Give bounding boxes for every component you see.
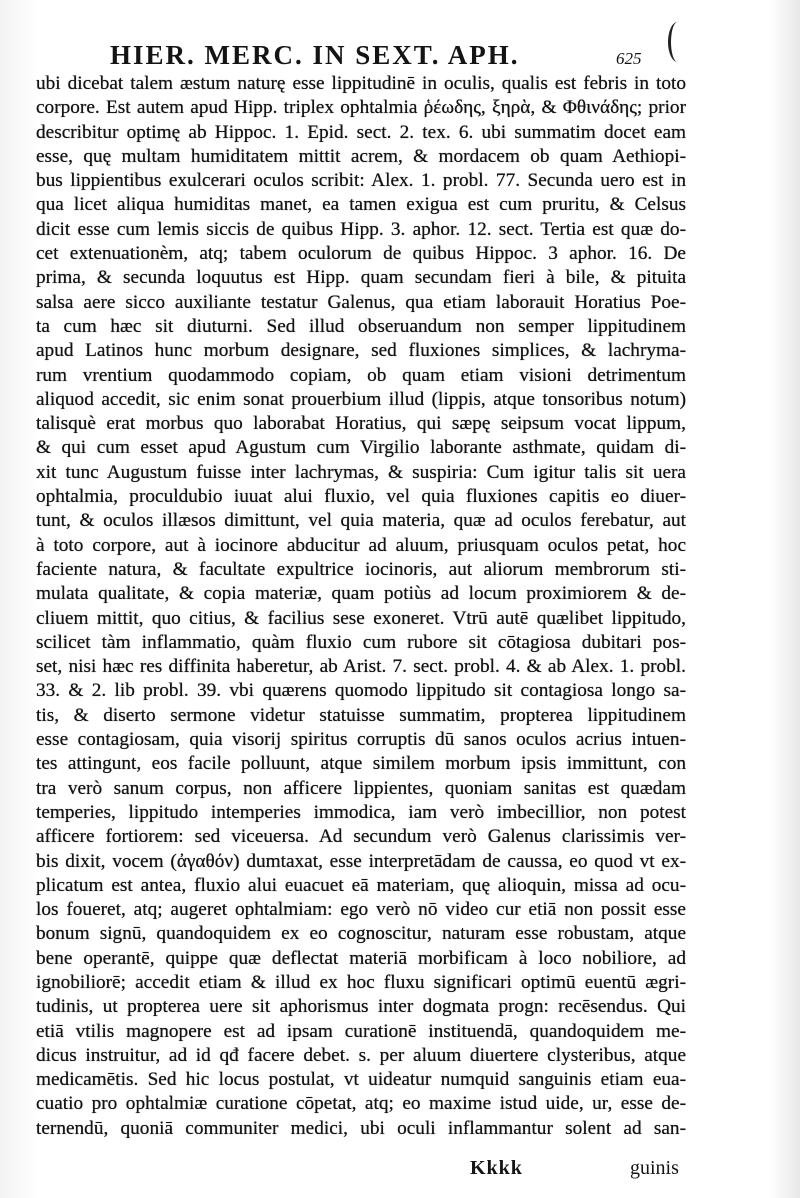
text-line: 33. & 2. lib probl. 39. vbi quærens quomodo lippitudo sit contagiosa longo sa- (36, 680, 686, 702)
text-line: tudinis, ut propterea uere sit aphorismus inter dogmata progn: recēsendus. Qui (36, 996, 686, 1018)
text-line: afficere fortiorem: sed viceuersa. Ad secundum verò Galenus clarissimis ver- (36, 826, 686, 848)
text-line: qua licet aliqua humiditas manet, ea tamen exigua est cum pruritu, & Celsus (36, 194, 686, 216)
text-line: faciente natura, & facultate expultrice iocinoris, aut aliorum membrorum sti- (36, 558, 686, 580)
body-text (36, 72, 686, 1141)
text-line: cet extenuationèm, atq; tabem oculorum de quibus Hippoc. 3 aphor. 16. De (36, 243, 686, 265)
text-line: dicus instruitur, ad id qđ facere debet. s. per aluum diuertere clysteribus, atque (36, 1044, 686, 1066)
text-line: bus lippientibus exulcerari oculos scribit: Alex. 1. probl. 77. Secunda uero est in (36, 170, 686, 192)
text-line: cliuem mittit, quo citius, & facilius sese exoneret. Vtrū autē quælibet lippitudo, (36, 607, 686, 629)
text-line: & qui cum esset apud Agustum cum Virgilio laborante asthmate, quidam di- (36, 437, 686, 459)
text-line: ta cum hæc sit diuturni. Sed illud obseruandum non semper lippitudinem (36, 315, 686, 337)
text-line: tes attingunt, eos facile polluunt, atque similem morbum ipsis immittunt, con (36, 753, 686, 775)
text-line: aliquod accedit, sic enim sonat prouerbium illud (lippis, atque tonsoribus notum) (36, 388, 686, 410)
text-line: à toto corpore, aut à iocinore abducitur ad aluum, priusquam oculos petat, hoc (36, 534, 686, 556)
text-line: ubi dicebat talem æstum naturę esse lippitudinē in oculis, qualis est febris in toto (36, 73, 686, 94)
text-line: describitur optimę ab Hippoc. 1. Epid. sect. 2. tex. 6. ubi summatim docet eam (36, 121, 686, 143)
text-line: xit tunc Augustum fuisse inter lachrymas, & suspiria: Cum igitur talis sit uera (36, 461, 686, 483)
text-line: etiā vtilis magnopere est ad ipsam curationē instituendā, quandoquidem me- (36, 1020, 686, 1042)
text-line: bonum signū, quandoquidem ex eo cognoscitur, naturam esse robustam, atque (36, 923, 686, 945)
text-line: esse, quę multam humiditatem mittit acrem, & mordacem ob quam Aethiopi- (36, 145, 686, 167)
text-line: tunt, & oculos illæsos dimittunt, vel quia materia, quæ ad oculos ferebatur, aut (36, 510, 686, 532)
text-line: ophtalmia, proculdubio iuuat alui fluxio, vel quia fluxiones capitis eo diuer- (36, 486, 686, 508)
text-line: corpore. Est autem apud Hipp. triplex ophtalmia ῥέωδης, ξηρὰ, & Φθινάδης; prior (36, 97, 686, 119)
text-line: scilicet tàm inflammatio, quàm fluxio cum rubore sit cōtagiosa dubitari pos- (36, 631, 686, 653)
signature-mark: Kkkk (470, 1157, 523, 1179)
text-line: prima, & secunda loquutus est Hipp. quam secundam fieri à bile, & pituita (36, 267, 686, 289)
text-line: tra verò sanum corpus, non afficere lippientes, quoniam sanitas est quædam (36, 777, 686, 799)
text-line: esse contagiosam, quia visorij spiritus corruptis dū sanos oculos acrius intuen- (36, 729, 686, 751)
text-line: cuatio pro ophtalmiæ curatione cōpetat, atq; eo maxime istud uide, ur, esse de- (36, 1093, 686, 1115)
text-line: plicatum est antea, fluxio alui euacuet eā materiam, quę alioquin, missa ad ocu- (36, 874, 686, 896)
text-line: ternendū, quoniā communiter medici, ubi oculi inflammantur solent ad san- (36, 1117, 686, 1139)
text-line: mulata qualitate, & copia materiæ, quam potiùs ad locum proximiorem & de- (36, 583, 686, 605)
text-line: dicit esse cum lemis siccis de quibus Hipp. 3. aphor. 12. sect. Tertia est quæ do- (36, 218, 686, 240)
text-line: apud Latinos hunc morbum designare, sed fluxiones simplices, & lachryma- (36, 340, 686, 362)
text-line: rum vrentium quodammodo copiam, ob quam etiam visioni detrimentum (36, 364, 686, 386)
text-line: set, nisi hæc res diffinita haberetur, ab Arist. 7. sect. probl. 4. & ab Alex. 1. probl. (36, 656, 686, 678)
catchword: guinis (630, 1157, 679, 1179)
text-line: talisquè erat morbus quo laborabat Horatius, qui sæpę seipsum vocat lippum, (36, 413, 686, 435)
text-line: bis dixit, vocem (ἀγαθόν) dumtaxat, esse interpretādam de caussa, eo quod vt ex- (36, 850, 686, 872)
text-line: ignobiliorē; accedit etiam & illud ex hoc fluxu significari optimū euentū ægri- (36, 971, 686, 993)
text-line: bene operantē, quippe quæ deflectat materiā morbificam à loco nobiliore, ad (36, 947, 686, 969)
running-title: HIER. MERC. IN SEXT. APH. (110, 40, 520, 70)
text-line: medicamētis. Sed hic locus postulat, vt uideatur numquid sanguinis etiam eua- (36, 1069, 686, 1091)
text-line: temperies, lippitudo intemperies immodica, iam verò imbecillior, non potest (36, 801, 686, 823)
text-line: tis, & diserto sermone videtur statuisse summatim, propterea lippitudinem (36, 704, 686, 726)
text-line: los foueret, atq; augeret ophtalmiam: ego verò nō video cur etiā non possit esse (36, 899, 686, 921)
page-edge-mark (668, 22, 687, 62)
page-number: 625 (616, 49, 642, 68)
text-line: salsa aere sicco auxiliante testatur Galenus, qua etiam laborauit Horatius Poe- (36, 291, 686, 313)
